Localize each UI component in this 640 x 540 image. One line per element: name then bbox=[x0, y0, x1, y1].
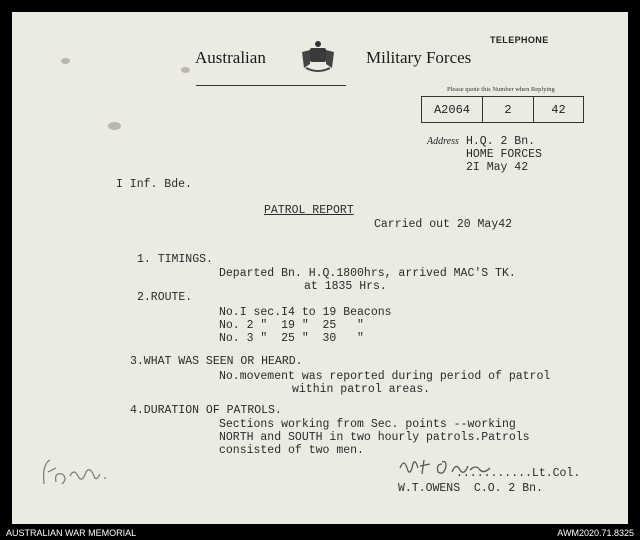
section-heading: 4.DURATION OF PATROLS. bbox=[130, 404, 282, 417]
address-line: 2I May 42 bbox=[466, 161, 529, 174]
punch-mark bbox=[61, 58, 70, 64]
section-text: No. 3 " 25 " 30 " bbox=[219, 332, 364, 345]
section-text: NORTH and SOUTH in two hourly patrols.Patrols bbox=[219, 431, 530, 444]
section-text: at 1835 Hrs. bbox=[304, 280, 387, 293]
letterhead-left: Australian bbox=[195, 48, 266, 67]
section-text: No.I sec.I4 to 19 Beacons bbox=[219, 306, 392, 319]
reference-number-box bbox=[421, 96, 584, 123]
telephone-label: TELEPHONE bbox=[490, 35, 549, 45]
reference-number: 42 bbox=[551, 102, 566, 117]
address-line: H.Q. 2 Bn. bbox=[466, 135, 536, 148]
section-text: No. 2 " 19 " 25 " bbox=[219, 319, 364, 332]
address-label: Address bbox=[427, 136, 459, 147]
address-line: HOME FORCES bbox=[466, 148, 542, 161]
reference-file: A2064 bbox=[422, 97, 483, 122]
section-text: Departed Bn. H.Q.1800hrs, arrived MAC'S TK. bbox=[219, 267, 516, 280]
letterhead-right: Military Forces bbox=[366, 48, 472, 67]
carried-out-date: Carried out 20 May42 bbox=[374, 218, 513, 231]
section-text: No.movement was reported during period of patrol bbox=[219, 370, 551, 383]
footer-credit: AUSTRALIAN WAR MEMORIAL bbox=[6, 528, 137, 538]
section-text: consisted of two men. bbox=[219, 444, 364, 457]
section-text: Sections working from Sec. points --working bbox=[219, 418, 516, 431]
coat-of-arms-icon bbox=[300, 38, 336, 74]
section-heading: 1. TIMINGS. bbox=[137, 253, 213, 266]
letterhead-rule bbox=[196, 85, 346, 86]
reference-part: 2 bbox=[483, 97, 534, 122]
recipient: I Inf. Bde. bbox=[116, 178, 192, 191]
punch-mark bbox=[108, 122, 121, 130]
section-text: within patrol areas. bbox=[292, 383, 431, 396]
punch-mark bbox=[181, 67, 190, 73]
report-title: PATROL REPORT bbox=[264, 204, 354, 217]
section-heading: 2.ROUTE. bbox=[137, 291, 193, 304]
handwritten-initials bbox=[38, 454, 118, 490]
footer-accession-number: AWM2020.71.8325 bbox=[557, 528, 634, 538]
quote-note: Please quote this Number when Replying bbox=[447, 86, 555, 93]
signature-name: W.T.OWENS C.O. 2 Bn. bbox=[398, 482, 543, 495]
section-heading: 3.WHAT WAS SEEN OR HEARD. bbox=[130, 355, 303, 368]
signature-rank: ...........Lt.Col. bbox=[456, 467, 581, 480]
